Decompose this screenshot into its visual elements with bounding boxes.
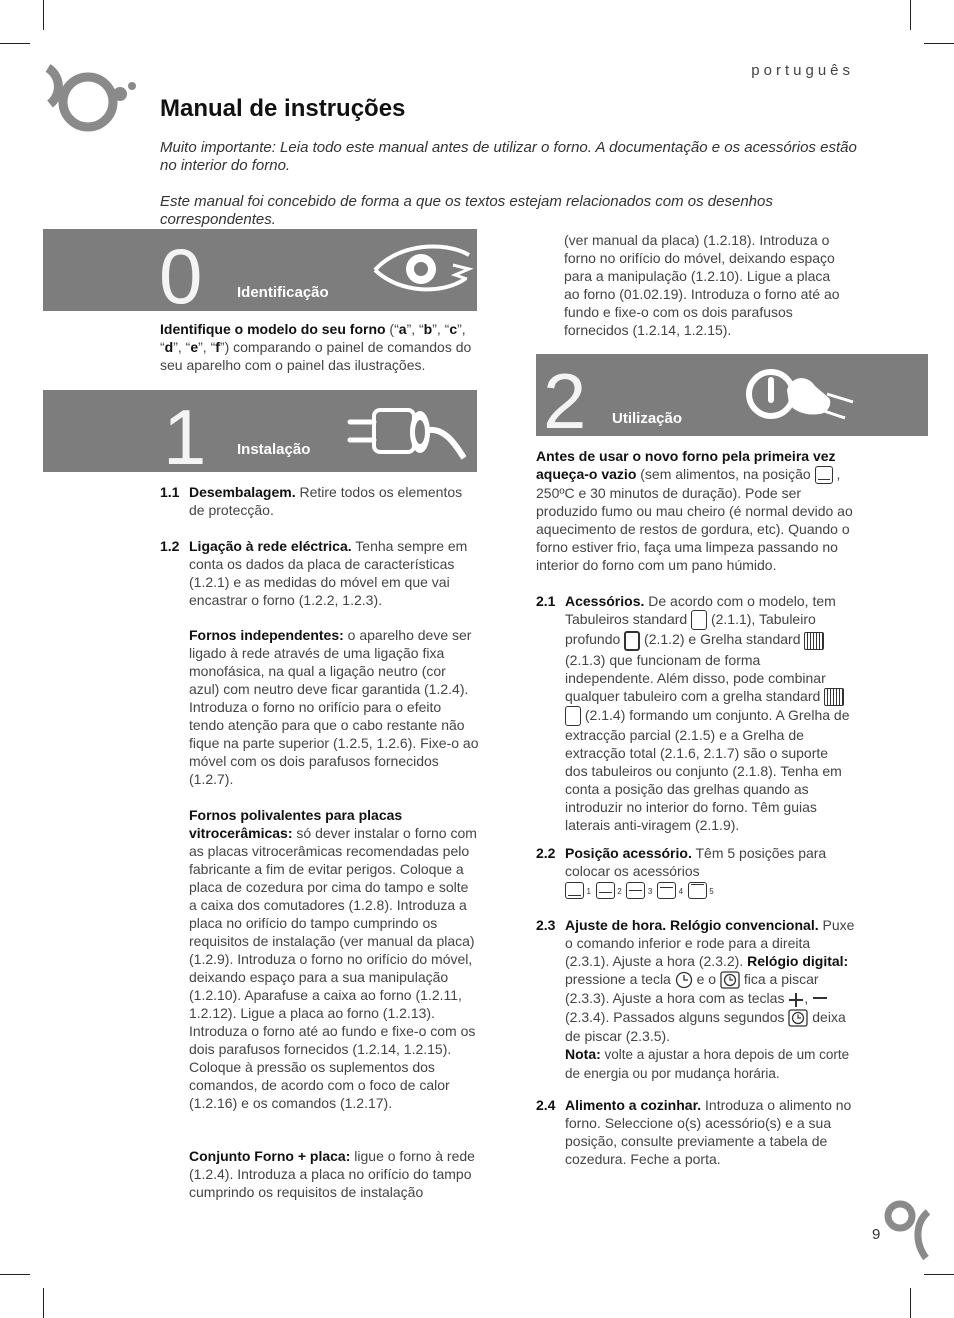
item-number: 1.2	[160, 538, 180, 554]
identify-rest: (“a”, “b”, “c”, “d”, “e”, “f”) comparando o painel de comandos do seu aparelho com o painel das ilustrações.	[160, 321, 472, 373]
item-text: (2.1.3) que funcionam de forma independente. Além disso, pode combinar qualquer tabuleiro com a grelha standard	[565, 651, 826, 704]
plus-icon	[788, 992, 804, 1008]
item-number: 2.3	[536, 917, 556, 933]
item-number: 2.1	[536, 593, 556, 609]
list-item	[536, 916, 856, 1081]
item-title: Alimento a cozinhar.	[565, 1097, 702, 1113]
item-title: Ajuste de hora. Relógio convencional.	[565, 917, 819, 933]
shelf-position-icon	[565, 882, 591, 899]
paragraph-text: o aparelho deve ser ligado à rede através de uma ligação fixa monofásica, na qual a ligação neutro (cor azul) com neutro deve ficar garantida (1.2.4). Introduza o forno no orifício para o efeito tendo atenção para que o cabo restante não fique na parte superior (1.2.5, 1.2.6). Fixe-o ao móvel com os dois parafusos fornecidos (1.2.7).	[189, 627, 479, 787]
item-text: Introduza o alimento no forno. Seleccione o(s) acessório(s) e a sua posição, consulte previamente a tabela de cozedura. Feche a porta.	[565, 1097, 852, 1167]
paragraph-text: (ver manual da placa) (1.2.18). Introduza o forno no orifício do móvel, deixando espaço para a manipulação (1.2.10). Ligue a placa ao forno (01.02.19). Introduza o forno até ao fundo e fixe-o com os dois parafusos fornecidos (1.2.14, 1.2.15).	[564, 232, 840, 338]
item-text: fica a piscar (2.3.3). Ajuste a hora com as teclas	[565, 971, 819, 1007]
language-label: português	[751, 62, 854, 79]
section-label: Instalação	[237, 441, 311, 458]
paragraph-conjunto-continued	[564, 231, 849, 339]
shelf-position-icon	[657, 882, 684, 899]
intro-text: (sem alimentos, na posição	[636, 466, 815, 482]
list-item	[536, 844, 856, 900]
paragraph-title: Conjunto Forno + placa:	[189, 1148, 351, 1164]
paragraph-text: ligue o forno à rede (1.2.4). Introduza a placa no orifício do tampo cumprindo os requisitos de instalação	[189, 1148, 475, 1200]
item-text: ,	[804, 990, 813, 1007]
item-number: 2.4	[536, 1097, 556, 1113]
position-number: 4	[678, 886, 684, 896]
oven-position-icon	[815, 466, 833, 484]
identify-lead: Identifique o modelo do seu forno	[160, 321, 386, 337]
section-number: 0	[159, 232, 203, 320]
section-0-banner	[43, 229, 477, 320]
clock-display-icon	[720, 971, 740, 989]
note-title: Nota:	[565, 1045, 601, 1062]
section-2-banner	[536, 354, 928, 445]
item-title: Acessórios.	[565, 593, 645, 609]
plug-icon	[346, 398, 466, 468]
shelf-position-icon	[688, 882, 714, 899]
section-label: Identificação	[237, 284, 329, 301]
paragraph-title: Fornos independentes:	[189, 627, 344, 643]
intro-text: , 250ºC e 30 minutos de duração). Pode ser produzido fumo ou mau cheiro (é normal devido ao aquecimento de restos de gordura, etc). Quando o forno estiver frio, faça uma limpeza passando no interior do forno com um pano húmido.	[536, 466, 853, 574]
crop-mark	[924, 1274, 954, 1275]
item-text: deixa de piscar (2.3.5).	[565, 1008, 846, 1044]
brand-logo-icon	[40, 64, 140, 136]
standard-tray-icon	[691, 610, 707, 630]
item-text: De acordo com o modelo, tem Tabuleiros standard	[565, 593, 836, 627]
clock-icon	[675, 971, 693, 989]
item-text: (2.1.2) e Grelha standard	[640, 631, 805, 648]
item-text: Retire todos os elementos de protecção.	[189, 484, 463, 518]
finger-power-button-icon	[741, 360, 861, 432]
item-text: pressione a tecla	[565, 971, 675, 987]
intro-paragraph: Muito importante: Leia todo este manual antes de utilizar o forno. A documentação e os acessórios estão no interior do forno.	[160, 139, 857, 174]
item-number: 2.2	[536, 845, 556, 861]
note-text: volte a ajustar a hora depois de um corte de energia ou por mudança horária.	[565, 1046, 850, 1081]
position-number: 5	[709, 886, 714, 896]
crop-mark	[43, 1288, 44, 1318]
list-item	[160, 537, 480, 609]
page-title: Manual de instruções	[160, 95, 406, 122]
list-item	[536, 1096, 856, 1168]
item-text: Têm 5 posições para colocar os acessórios	[565, 845, 827, 879]
item-text: (2.1.4) formando um conjunto. A Grelha de extracção parcial (2.1.5) e a Grelha de extracção total (2.1.6, 2.1.7) são o suporte dos tabuleiros ou conjunto (2.1.8). Tenha em conta a posição das grelhas quando as introduzir no interior do forno. Têm guias laterais anti-viragem (2.1.9).	[565, 706, 850, 834]
brand-logo-icon	[880, 1192, 930, 1262]
list-item	[536, 592, 856, 834]
item-text: (2.1.1), Tabuleiro profundo	[565, 611, 816, 648]
position-number: 3	[647, 886, 653, 896]
crop-mark	[910, 1288, 911, 1318]
shelf-position-icon	[596, 882, 622, 899]
item-title: Ligação à rede eléctrica.	[189, 538, 352, 554]
intro-paragraph: Este manual foi concebido de forma a que os textos estejam relacionados com os desenhos correspondentes.	[160, 193, 773, 228]
eye-icon	[369, 235, 475, 305]
item-title: Desembalagem.	[189, 484, 296, 500]
section-number: 1	[163, 393, 207, 481]
crop-mark	[0, 1274, 30, 1275]
section-1-banner	[43, 390, 477, 481]
item-text: Puxe o comando inferior e rode para a direita (2.3.1). Ajuste a hora (2.3.2).	[565, 917, 855, 969]
list-item	[160, 483, 480, 519]
section-2-intro	[536, 447, 856, 574]
grill-rack-icon	[804, 632, 824, 650]
deep-tray-icon	[624, 631, 640, 651]
paragraph-fornos-polivalentes	[189, 806, 480, 1112]
minus-icon	[812, 992, 828, 1008]
crop-mark	[43, 0, 44, 30]
item-number: 1.1	[160, 484, 180, 500]
intro-lead: Antes de usar o novo forno pela primeira vez aqueça-o vazio	[536, 448, 836, 482]
shelf-position-icon	[626, 882, 653, 899]
page-number: 9	[872, 1226, 881, 1243]
grill-rack-icon	[824, 688, 844, 706]
standard-tray-icon	[565, 706, 581, 726]
section-number: 2	[543, 357, 587, 445]
crop-mark	[0, 43, 30, 44]
section-0-text	[160, 320, 480, 374]
position-number: 2	[617, 886, 622, 896]
item-text: Tenha sempre em conta os dados da placa de características (1.2.1) e as medidas do móvel em que vai encastrar o forno (1.2.2, 1.2.3).	[189, 538, 468, 608]
clock-display-icon	[788, 1009, 808, 1027]
paragraph-fornos-independentes	[189, 626, 480, 788]
section-label: Utilização	[612, 410, 683, 427]
paragraph-text: só dever instalar o forno com as placas vitrocerâmicas recomendadas pelo fabricante a fim de evitar perigos. Coloque a placa de cozedura por cima do tampo e solte a caixa dos comutadores (1.2.8). Introduza a placa no orifício do tampo cumprindo os requisitos de instalação (ver manual da placa) (1.2.9). Introduza o forno no orifício do móvel, deixando espaço para a sua manipulação (1.2.10). Aparafuse a caixa ao forno (1.2.11, 1.2.12). Ligue a placa ao forno (1.2.13). Introduza o forno até ao fundo e fixe-o com os dois parafusos fornecidos (1.2.14, 1.2.15). Coloque à pressão os suplementos dos comandos, de acordo com o foco de calor (1.2.16) e os comandos (1.2.17).	[189, 825, 477, 1111]
crop-mark	[910, 0, 911, 30]
paragraph-title: Fornos polivalentes para placas vitrocerâmicas:	[189, 807, 403, 841]
item-text: e o	[692, 971, 720, 987]
crop-mark	[924, 43, 954, 44]
item-text: (2.3.4). Passados alguns segundos	[565, 1008, 789, 1025]
paragraph-conjunto	[189, 1147, 480, 1201]
item-subtitle: Relógio digital:	[747, 953, 849, 969]
item-title: Posição acessório.	[565, 845, 692, 861]
position-number: 1	[586, 886, 591, 896]
